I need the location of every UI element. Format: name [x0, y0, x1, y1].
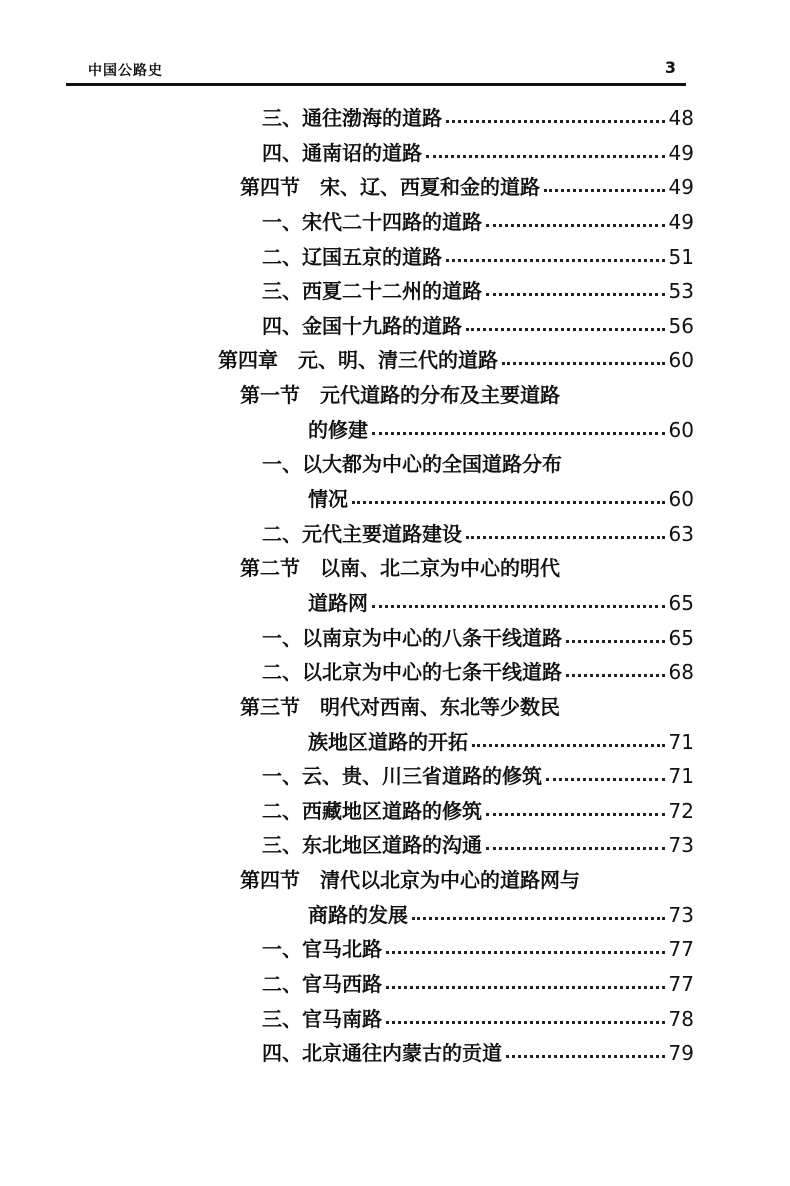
toc-entry: [0, 275, 790, 310]
toc-entry: [0, 414, 790, 449]
dot-leader: [486, 813, 665, 816]
dot-leader: [486, 224, 665, 227]
header-rule: [66, 83, 686, 86]
toc-entry-page: 56: [668, 313, 694, 338]
toc-entry: [0, 379, 790, 414]
dot-leader: [372, 432, 665, 435]
toc-entry-page: 73: [668, 833, 694, 858]
toc-entry: [0, 344, 790, 379]
toc-entry-page: 49: [668, 140, 694, 165]
toc-entry-page: 60: [668, 417, 694, 442]
dot-leader: [466, 536, 665, 539]
toc-entry: [0, 206, 790, 241]
toc-entry-title: 二、以北京为中心的七条干线道路: [262, 660, 562, 685]
toc-entry-page: 77: [668, 972, 694, 997]
toc-entry-page: 65: [668, 590, 694, 615]
toc-entry: [0, 622, 790, 657]
toc-entry: [0, 899, 790, 934]
toc-entry: [0, 760, 790, 795]
toc-entry: [0, 102, 790, 137]
toc-entry-title: 四、金国十九路的道路: [262, 313, 462, 338]
toc-entry-title: 四、通南诏的道路: [262, 140, 422, 165]
toc-entry-page: 51: [668, 244, 694, 269]
toc-entry-title: 道路网: [308, 590, 368, 615]
toc-entry-title: 一、以大都为中心的全国道路分布: [262, 452, 562, 477]
dot-leader: [386, 986, 665, 989]
toc-entry-title: 情况: [308, 487, 348, 512]
toc-entry-page: 60: [668, 348, 694, 373]
toc-entry: [0, 518, 790, 553]
dot-leader: [486, 847, 665, 850]
toc-entry: [0, 587, 790, 622]
toc-entry-title: 一、云、贵、川三省道路的修筑: [262, 764, 542, 789]
toc-entry-page: 65: [668, 625, 694, 650]
toc-entry: [0, 137, 790, 172]
toc-entry-title: 二、元代主要道路建设: [262, 521, 462, 546]
toc-entry: [0, 968, 790, 1003]
dot-leader: [446, 120, 665, 123]
table-of-contents: [0, 102, 790, 1072]
running-header: [66, 58, 686, 84]
toc-entry-page: 48: [668, 106, 694, 130]
dot-leader: [386, 1021, 665, 1024]
toc-entry-page: 79: [668, 1041, 694, 1066]
toc-entry: [0, 241, 790, 276]
toc-entry: [0, 483, 790, 518]
dot-leader: [502, 362, 665, 365]
dot-leader: [426, 155, 665, 158]
toc-entry-page: 78: [668, 1006, 694, 1031]
toc-entry: [0, 933, 790, 968]
dot-leader: [386, 951, 665, 954]
toc-entry: [0, 1003, 790, 1038]
toc-entry: [0, 691, 790, 726]
toc-entry-title: 三、西夏二十二州的道路: [262, 279, 482, 304]
toc-entry-page: 71: [668, 764, 694, 789]
toc-entry-title: 二、西藏地区道路的修筑: [262, 798, 482, 823]
toc-entry-page: 63: [668, 521, 694, 546]
toc-entry-page: 68: [668, 660, 694, 685]
toc-entry-title: 第四节 清代以北京为中心的道路网与: [240, 868, 580, 893]
toc-entry-title: 第二节 以南、北二京为中心的明代: [240, 556, 560, 581]
toc-entry-page: 49: [668, 175, 694, 200]
book-title: 中国公路史: [88, 63, 163, 79]
dot-leader: [566, 640, 665, 643]
dot-leader: [506, 1055, 665, 1058]
toc-entry-title: 二、辽国五京的道路: [262, 244, 442, 269]
dot-leader: [566, 674, 665, 677]
toc-entry: [0, 310, 790, 345]
toc-entry: [0, 1037, 790, 1072]
dot-leader: [472, 744, 665, 747]
toc-entry-title: 一、官马北路: [262, 937, 382, 962]
toc-entry-title: 二、官马西路: [262, 972, 382, 997]
dot-leader: [412, 917, 665, 920]
toc-entry: [0, 448, 790, 483]
toc-entry-title: 四、北京通往内蒙古的贡道: [262, 1041, 502, 1066]
toc-entry: [0, 552, 790, 587]
toc-entry-title: 三、官马南路: [262, 1006, 382, 1031]
toc-entry-title: 一、宋代二十四路的道路: [262, 209, 482, 234]
toc-entry-title: 三、东北地区道路的沟通: [262, 833, 482, 858]
dot-leader: [544, 189, 665, 192]
toc-entry-page: 53: [668, 279, 694, 304]
toc-entry-title: 族地区道路的开拓: [308, 729, 468, 754]
toc-entry-page: 71: [668, 729, 694, 754]
toc-entry: [0, 171, 790, 206]
toc-entry: [0, 726, 790, 761]
toc-entry-title: 第三节 明代对西南、东北等少数民: [240, 694, 560, 719]
toc-entry-page: 73: [668, 902, 694, 927]
toc-entry-title: 一、以南京为中心的八条干线道路: [262, 625, 562, 650]
dot-leader: [466, 328, 665, 331]
toc-entry-page: 60: [668, 487, 694, 512]
toc-entry-page: 77: [668, 937, 694, 962]
toc-entry: [0, 864, 790, 899]
toc-entry: [0, 795, 790, 830]
toc-entry-title: 第一节 元代道路的分布及主要道路: [240, 383, 560, 408]
toc-entry-page: 49: [668, 209, 694, 234]
toc-entry: [0, 656, 790, 691]
toc-entry-title: 的修建: [308, 417, 368, 442]
dot-leader: [446, 259, 665, 262]
page-number: 3: [664, 58, 676, 77]
dot-leader: [352, 501, 665, 504]
dot-leader: [546, 778, 665, 781]
toc-entry-title: 第四章 元、明、清三代的道路: [218, 348, 498, 373]
toc-entry-title: 第四节 宋、辽、西夏和金的道路: [240, 175, 540, 200]
toc-entry: [0, 829, 790, 864]
toc-entry-page: 72: [668, 798, 694, 823]
dot-leader: [486, 293, 665, 296]
dot-leader: [372, 605, 665, 608]
toc-entry-title: 三、通往渤海的道路: [262, 106, 442, 130]
toc-entry-title: 商路的发展: [308, 902, 408, 927]
